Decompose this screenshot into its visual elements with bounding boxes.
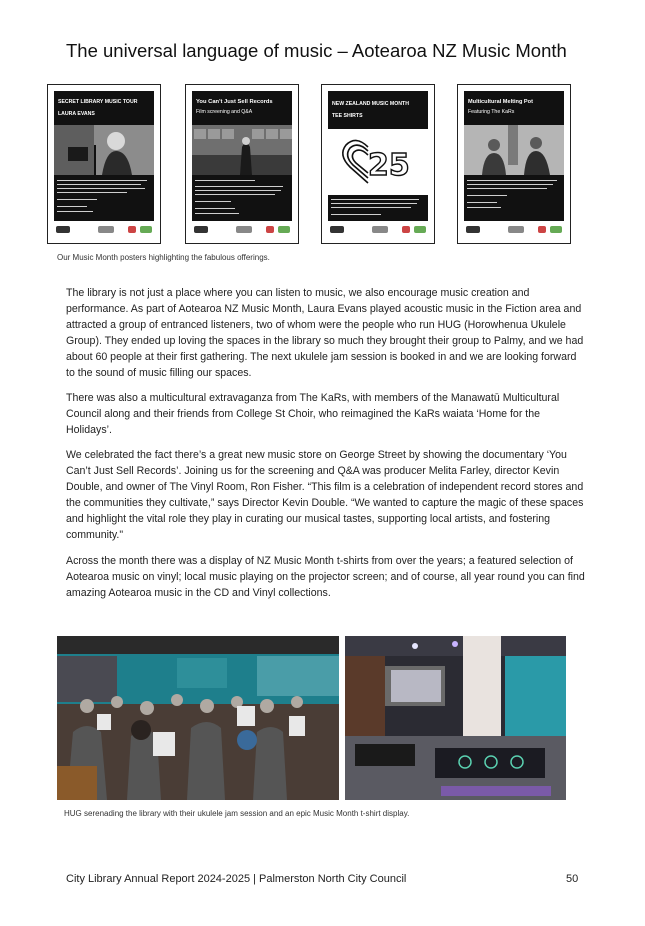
poster-title: SECRET LIBRARY MUSIC TOUR — [58, 99, 138, 105]
poster-you-cant-just-sell-records — [185, 84, 299, 244]
poster-title: You Can't Just Sell Records — [196, 99, 273, 105]
photo-tshirt-display — [345, 636, 566, 800]
poster-description — [464, 175, 564, 221]
heart-25-logo-icon — [328, 129, 428, 191]
footer-report-title: City Library Annual Report 2024-2025 | Palmerston North City Council — [66, 873, 407, 885]
poster-logos — [192, 223, 292, 237]
poster-nz-music-month-tee-shirts — [321, 84, 435, 244]
photos-caption: HUG serenading the library with their ukulele jam session and an epic Music Month t-shirt display. — [64, 809, 410, 818]
poster-laura-evans — [47, 84, 161, 244]
poster-photo-the-kars — [464, 125, 564, 175]
posters-caption: Our Music Month posters highlighting the fabulous offerings. — [57, 253, 270, 262]
paragraph-records-film: We celebrated the fact there’s a great new music store on George Street by showing the documentary ‘You Can’t Just Sell Records’. Joining us for the screening and Q&A was producer Melita Farley, director Kevin Double, and owner of The Vinyl Room, Ron Fisher. “This film is a celebration of independent record stores and the communities they cultivate,” says Director Kevin Double. “We wanted to capture the magic of these spaces and highlight the vital role they play in curating our musical tastes, supporting local artists, and fostering community." — [66, 449, 584, 541]
poster-logos — [54, 223, 154, 237]
paragraph-tshirt-display: Across the month there was a display of NZ Music Month t-shirts from over the years; a featured selection of Aotearoa music on vinyl; local music playing on the projector screen; and of course, all year round you can find amazing Aotearoa music in the CD and Vinyl collections. — [66, 555, 585, 599]
poster-subtitle: Film screening and Q&A — [196, 109, 253, 115]
poster-photo-guitarist — [54, 125, 154, 175]
poster-subtitle: Featuring The KaRs — [468, 109, 515, 115]
poster-subtitle: LAURA EVANS — [58, 111, 95, 117]
paragraph-hug: The library is not just a place where you can listen to music, we also encourage music creation and performance. As part of Aotearoa NZ Music Month, Laura Evans played acoustic music in the Fiction area and attracted a group of entranced listeners, two of whom were the people who run HUG (Horowhenua Ukulele Group). They ended up loving the spaces in the library so much they brought their group to Palmy, and we had about 60 people at their first gathering. The next ukulele jam session is booked in and we are looking forward to the sound of music filling our spaces. — [66, 287, 584, 379]
poster-photo-record-store — [192, 125, 292, 175]
poster-logos — [464, 223, 564, 237]
poster-title: Multicultural Melting Pot — [468, 99, 533, 105]
poster-description — [192, 175, 292, 221]
page-title: The universal language of music – Aotearoa NZ Music Month — [66, 40, 567, 61]
poster-logos — [328, 223, 428, 237]
poster-subtitle: TEE SHIRTS — [332, 113, 363, 119]
paragraph-kars: There was also a multicultural extravaganza from The KaRs, with members of the Manawatū Multicultural Council along and their friends from College St Choir, who reimagined the KaRs waiata ‘Home for the Holidays’. — [66, 392, 560, 436]
poster-description — [328, 195, 428, 221]
poster-title: NEW ZEALAND MUSIC MONTH — [332, 101, 409, 107]
poster-description — [54, 175, 154, 221]
photo-ukulele-jam-session — [57, 636, 339, 800]
poster-multicultural-melting-pot — [457, 84, 571, 244]
page-number: 50 — [566, 873, 579, 885]
poster-logo-number: 25 — [368, 148, 410, 183]
